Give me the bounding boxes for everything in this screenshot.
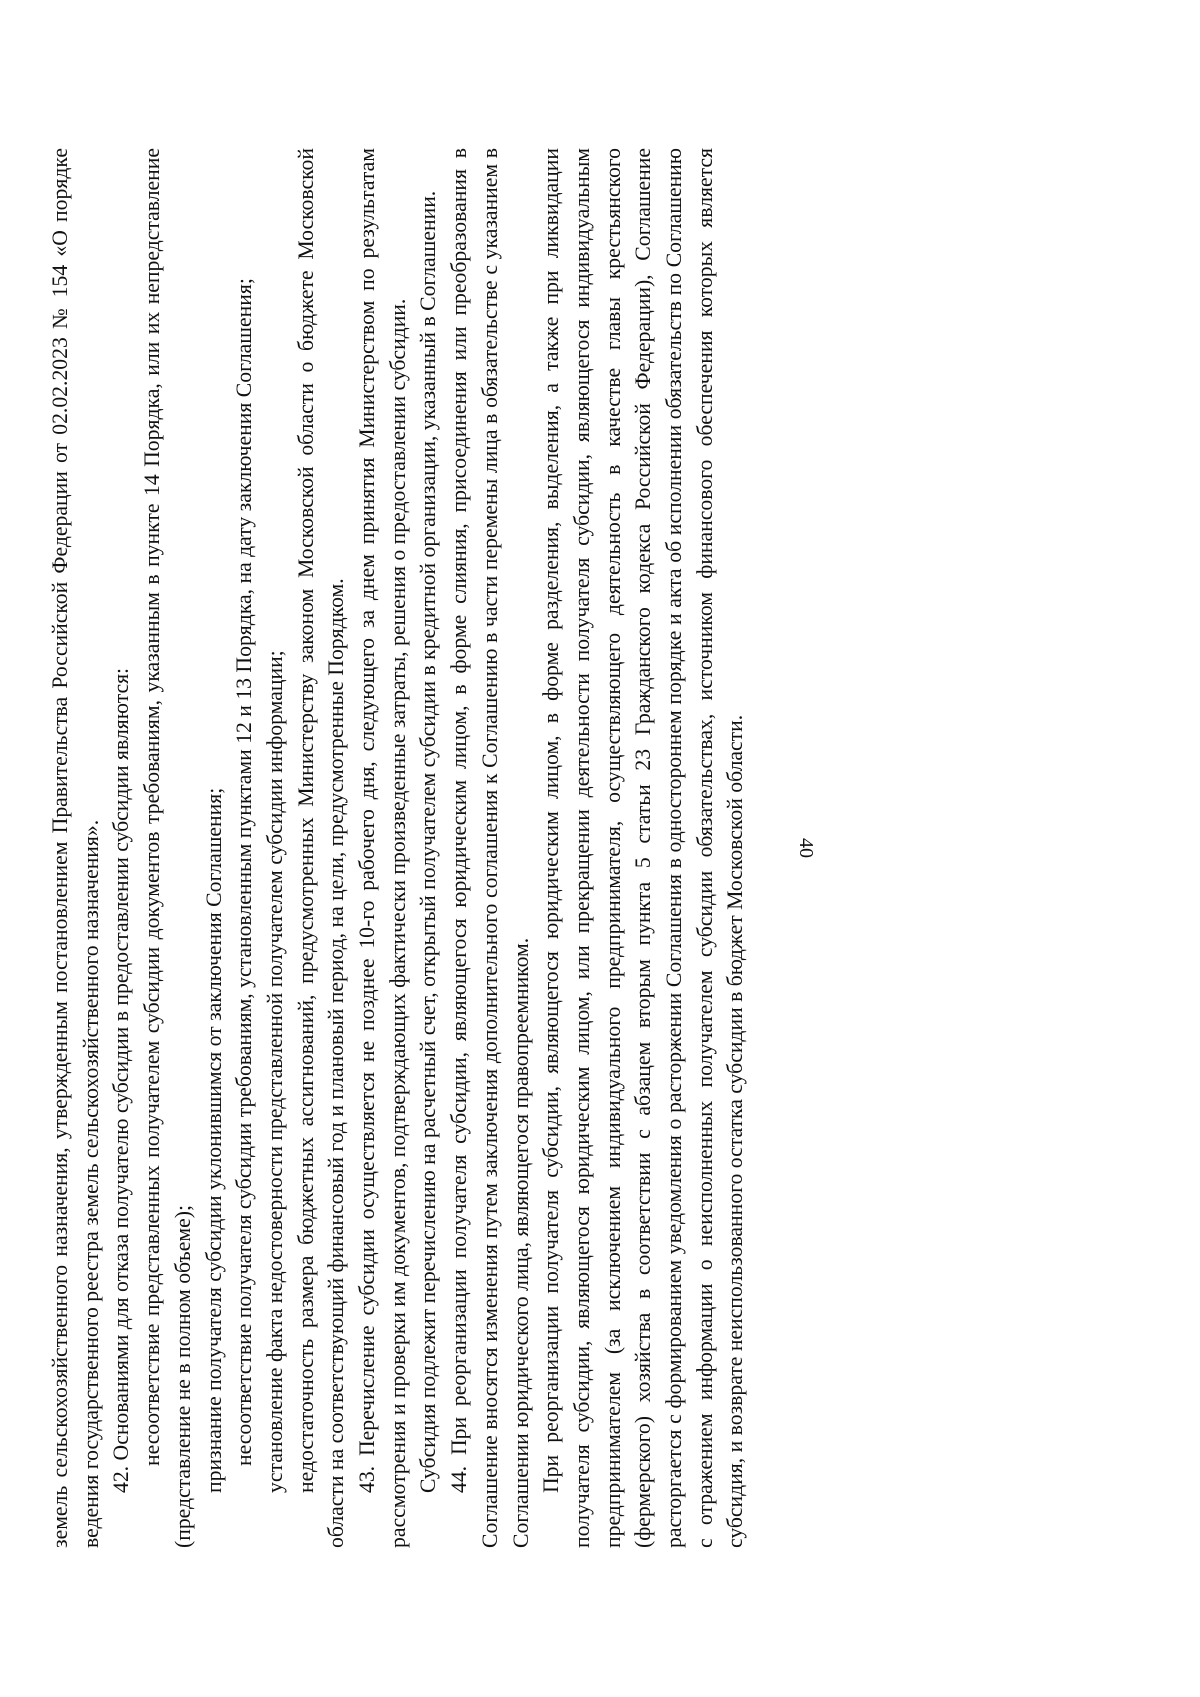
paragraph: недостаточность размера бюджетных ассигнований, предусмотренных Министерству законом Московской области о бюджете Московской области на соответствующий финансовый год и плановый период, на цели, предусмотренные Порядком.: [293, 148, 349, 1548]
rotated-text-block: [45, 148, 875, 1548]
page-number: 40: [795, 838, 817, 858]
paragraph: 44. При реорганизации получателя субсидии, являющегося юридическим лицом, в форме слияния, присоединения или преобразования в Соглашение вносятся изменения путем заключения дополнительного соглашения к Соглашению в части перемены лица в обязательстве с указанием в Соглашении юридического лица, являющегося правопреемником.: [447, 148, 533, 1548]
paragraph: несоответствие представленных получателем субсидии документов требованиям, указанным в пункте 14 Порядка, или их непредставление (представление не в полном объеме);: [140, 148, 195, 1548]
paragraph: несоответствие получателя субсидии требованиям, установленным пунктами 12 и 13 Порядка, на дату заключения Соглашения;: [232, 278, 257, 1466]
paragraph: земель сельскохозяйственного назначения, утвержденным постановлением Правительства Российской Федерации от 02.02.2023 № 154 «О порядке ведения государственного реестра земель сельскохозяйственного назначения».: [48, 148, 103, 1548]
document-body: [45, 148, 875, 1548]
paragraph: Субсидия подлежит перечислению на расчетный счет, открытый получателем субсидии в кредитной организации, указанный в Соглашении.: [416, 190, 441, 1493]
paragraph: 43. Перечисление субсидии осуществляется не позднее 10-го рабочего дня, следующего за днем принятия Министерством по результатам рассмотрения и проверки им документов, подтверждающих фактически произведенные затраты, решения о предоставлении субсидии.: [355, 148, 410, 1548]
paragraph: 42. Основаниями для отказа получателю субсидии в предоставлении субсидии являются:: [109, 667, 134, 1493]
paragraph: признание получателя субсидии уклонившимся от заключения Соглашения;: [201, 787, 226, 1493]
paragraph: установление факта недостоверности представленной получателем субсидии информации;: [262, 650, 287, 1493]
paragraph: При реорганизации получателя субсидии, являющегося юридическим лицом, в форме разделения, выделения, а также при ликвидации получателя субсидии, являющегося юридическим лицом, или прекращении деятельности получателя субсидии, являющегося индивидуальным предпринимателем (за исключением индивидуального предпринимателя, осуществляющего деятельность в качестве главы крестьянского (фермерского) хозяйства в соответствии с абзацем вторым пункта 5 статьи 23 Гражданского кодекса Российской Федерации), Соглашение расторгается с формированием уведомления о расторжении Соглашения в одностороннем порядке и акта об исполнении обязательств по Соглашению с отражением информации о неисполненных получателем субсидии обязательствах, источником финансового обеспечения которых является субсидия, и возврате неиспользованного остатка субсидии в бюджет Московской области.: [539, 148, 748, 1548]
